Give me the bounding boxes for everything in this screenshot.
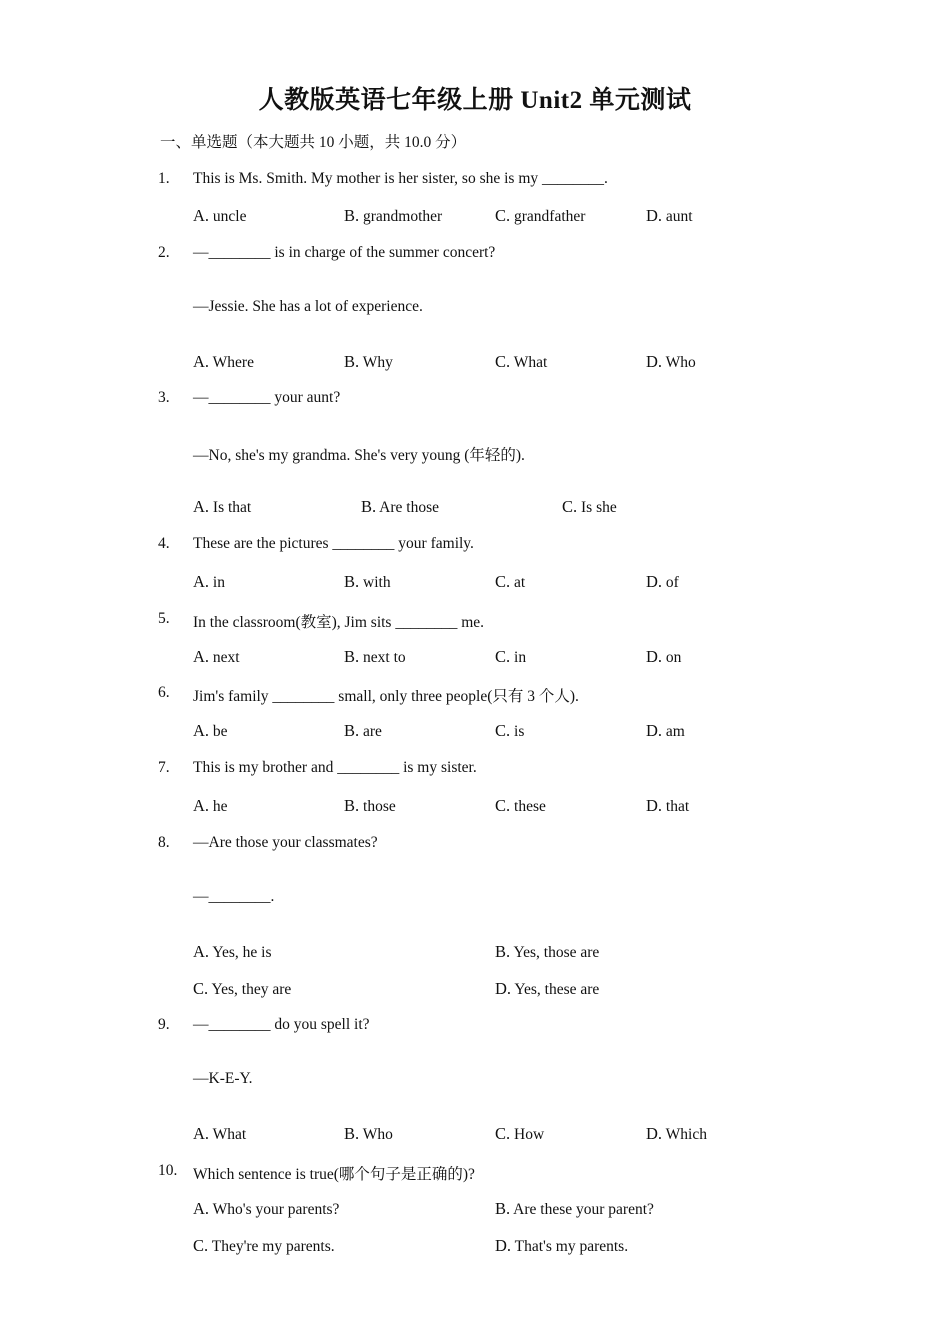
option-letter: B. [361, 497, 377, 516]
option-text: Are those [379, 499, 439, 516]
option-text: What [212, 1126, 247, 1143]
option-text: at [514, 574, 526, 591]
option-letter: B. [344, 721, 360, 740]
option-text: next [212, 649, 240, 666]
option-b [344, 647, 406, 667]
option-text: of [665, 574, 679, 591]
option-letter: A. [193, 1124, 210, 1143]
option-text: Which [665, 1126, 707, 1143]
option-c [495, 206, 585, 226]
option-text: Yes, those are [513, 944, 600, 961]
option-letter: D. [495, 979, 512, 998]
option-c [495, 721, 524, 741]
option-text: What [513, 354, 548, 371]
option-b [361, 497, 439, 517]
option-text: are [363, 723, 382, 740]
question-stem: This is my brother and ________ is my sister. [193, 759, 477, 776]
option-text: in [212, 574, 225, 591]
question-stem: Which sentence is true(哪个句子是正确的)? [193, 1166, 475, 1183]
option-b [344, 1124, 393, 1144]
question-number: 7. [158, 759, 170, 776]
option-letter: D. [495, 1236, 512, 1255]
option-text: Where [212, 354, 254, 371]
option-text: next to [363, 649, 406, 666]
question-reply: —Jessie. She has a lot of experience. [193, 298, 423, 315]
page-title: 人教版英语七年级上册 Unit2 单元测试 [258, 87, 692, 114]
option-d [646, 572, 679, 592]
option-letter: D. [646, 796, 663, 815]
question-stem: —Are those your classmates? [193, 834, 378, 851]
option-letter: B. [344, 206, 360, 225]
option-b [344, 206, 442, 226]
option-letter: A. [193, 572, 210, 591]
option-text: be [212, 723, 228, 740]
option-d [495, 1236, 628, 1256]
option-letter: C. [562, 497, 578, 516]
option-letter: D. [646, 721, 663, 740]
option-a [193, 647, 240, 667]
option-b [344, 572, 391, 592]
option-text: he [212, 798, 228, 815]
question-number: 10. [158, 1162, 178, 1179]
question-number: 3. [158, 389, 170, 406]
option-a [193, 796, 228, 816]
option-letter: D. [646, 647, 663, 666]
question-reply: —No, she's my grandma. She's very young (年轻的). [193, 447, 525, 464]
option-letter: B. [495, 942, 511, 961]
option-text: on [665, 649, 682, 666]
option-letter: D. [646, 206, 663, 225]
option-letter: C. [495, 1124, 511, 1143]
option-c [193, 1236, 335, 1256]
option-letter: A. [193, 647, 210, 666]
option-text: grandmother [363, 208, 443, 225]
option-text: Is she [581, 499, 617, 516]
question-stem: In the classroom(教室), Jim sits ________ me. [193, 614, 485, 631]
option-a [193, 206, 247, 226]
option-a [193, 352, 254, 372]
option-b [495, 1199, 654, 1219]
option-text: How [514, 1126, 545, 1143]
question-number: 4. [158, 535, 170, 552]
option-a [193, 1124, 246, 1144]
option-letter: B. [344, 352, 360, 371]
option-a [193, 721, 228, 741]
option-letter: C. [495, 352, 511, 371]
option-text: these [514, 798, 546, 815]
question-number: 8. [158, 834, 170, 851]
option-text: Who's your parents? [212, 1201, 340, 1218]
option-c [495, 572, 525, 592]
option-text: They're my parents. [211, 1238, 335, 1255]
option-text: Is that [212, 499, 252, 516]
option-text: Why [362, 354, 393, 371]
option-text: with [363, 574, 391, 591]
option-text: uncle [212, 208, 247, 225]
option-letter: C. [495, 647, 511, 666]
option-letter: D. [646, 352, 663, 371]
question-stem: —________ do you spell it? [193, 1016, 370, 1033]
question-number: 9. [158, 1016, 170, 1033]
option-a [193, 497, 251, 517]
question-stem: —________ your aunt? [193, 389, 341, 406]
option-c [495, 352, 547, 372]
option-c [495, 647, 526, 667]
option-d [646, 206, 693, 226]
option-letter: A. [193, 721, 210, 740]
option-text: that [665, 798, 690, 815]
option-letter: C. [193, 1236, 209, 1255]
option-text: in [514, 649, 527, 666]
option-a [193, 942, 272, 962]
option-text: Are these your parent? [513, 1201, 654, 1218]
option-letter: B. [344, 647, 360, 666]
option-letter: D. [646, 1124, 663, 1143]
option-text: grandfather [514, 208, 586, 225]
option-letter: C. [495, 721, 511, 740]
option-c [495, 796, 546, 816]
option-b [344, 721, 382, 741]
option-c [495, 1124, 544, 1144]
option-text: That's my parents. [514, 1238, 629, 1255]
option-letter: D. [646, 572, 663, 591]
option-c [193, 979, 291, 999]
option-letter: A. [193, 206, 210, 225]
option-letter: B. [344, 1124, 360, 1143]
question-stem: Jim's family ________ small, only three people(只有 3 个人). [193, 688, 579, 705]
option-letter: A. [193, 352, 210, 371]
option-letter: C. [495, 206, 511, 225]
option-b [495, 942, 599, 962]
option-letter: A. [193, 497, 210, 516]
option-a [193, 1199, 339, 1219]
option-d [646, 721, 685, 741]
option-b [344, 796, 396, 816]
option-d [646, 352, 696, 372]
option-text: is [514, 723, 525, 740]
question-reply: —________. [193, 888, 275, 905]
option-letter: B. [344, 796, 360, 815]
option-text: am [665, 723, 685, 740]
question-number: 1. [158, 170, 170, 187]
option-text: Who [665, 354, 696, 371]
question-number: 2. [158, 244, 170, 261]
option-letter: B. [344, 572, 360, 591]
option-text: Who [362, 1126, 393, 1143]
option-d [646, 796, 689, 816]
option-letter: C. [495, 572, 511, 591]
option-text: aunt [665, 208, 693, 225]
question-reply: —K-E-Y. [193, 1070, 253, 1087]
question-stem: —________ is in charge of the summer concert? [193, 244, 496, 261]
option-d [646, 1124, 707, 1144]
section-header: 一、单选题（本大题共 10 小题，共 10.0 分） [160, 134, 467, 151]
option-letter: A. [193, 942, 210, 961]
option-c [562, 497, 617, 517]
option-text: Yes, he is [212, 944, 272, 961]
option-letter: C. [495, 796, 511, 815]
question-number: 6. [158, 684, 170, 701]
option-text: those [363, 798, 396, 815]
option-a [193, 572, 225, 592]
question-stem: These are the pictures ________ your family. [193, 535, 474, 552]
option-letter: C. [193, 979, 209, 998]
option-letter: A. [193, 796, 210, 815]
option-letter: A. [193, 1199, 210, 1218]
option-text: Yes, they are [211, 981, 292, 998]
option-letter: B. [495, 1199, 511, 1218]
question-stem: This is Ms. Smith. My mother is her sister, so she is my ________. [193, 170, 608, 187]
option-text: Yes, these are [514, 981, 600, 998]
question-number: 5. [158, 610, 170, 627]
option-b [344, 352, 393, 372]
option-d [495, 979, 599, 999]
option-d [646, 647, 681, 667]
